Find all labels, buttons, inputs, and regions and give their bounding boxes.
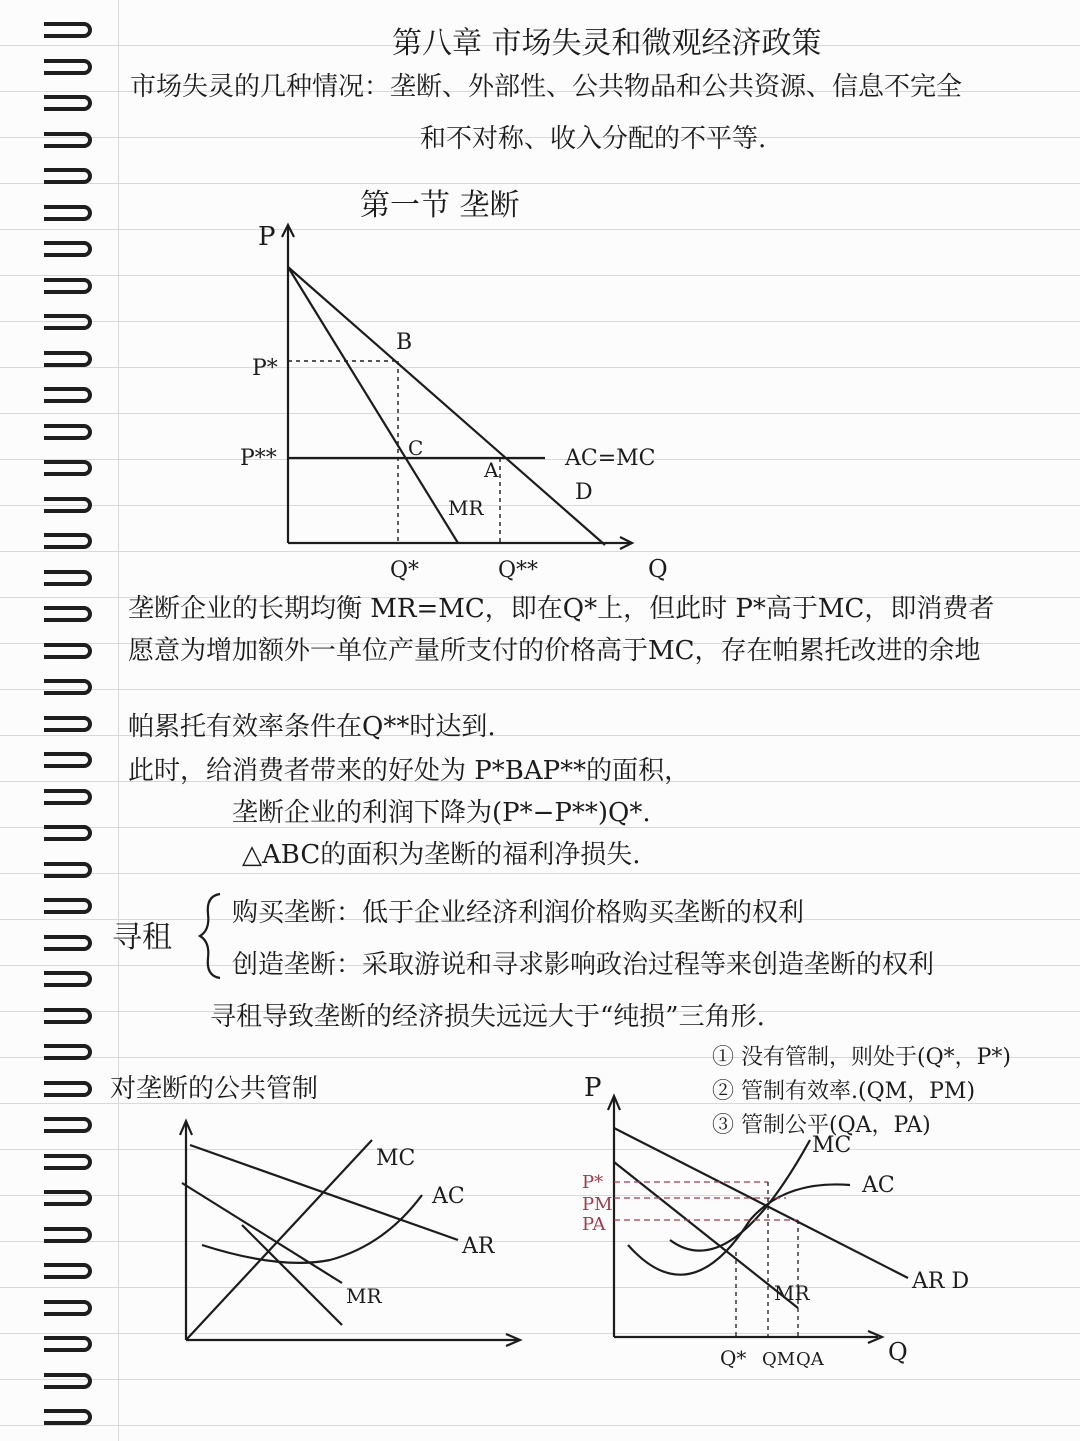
regulation-graph-right xyxy=(570,1070,990,1380)
p-2star-label: P** xyxy=(240,446,277,471)
p-axis-label: P xyxy=(258,222,276,252)
ac-label: AC xyxy=(432,1184,465,1209)
binding-ring xyxy=(44,606,92,622)
para2-line3: 垄断企业的利润下降为(P*−P**)Q*. xyxy=(232,798,651,828)
binding-ring xyxy=(44,1008,92,1024)
binding-ring xyxy=(44,679,92,695)
q-2star-label: Q** xyxy=(498,558,539,583)
p-axis-label: P xyxy=(584,1073,602,1103)
binding-ring xyxy=(44,1409,92,1425)
para2-line1: 帕累托有效率条件在Q**时达到. xyxy=(128,712,496,742)
binding-ring xyxy=(44,241,92,257)
binding-ring xyxy=(44,387,92,403)
para2-line4: △ABC的面积为垄断的福利净损失. xyxy=(242,840,641,870)
binding-ring xyxy=(44,1300,92,1316)
binding-ring xyxy=(44,168,92,184)
regulation-note-2: ② 管制有效率.(QM，PM) xyxy=(712,1079,976,1104)
binding-ring xyxy=(44,643,92,659)
ar-label: AR xyxy=(462,1234,495,1259)
binding-ring xyxy=(44,1227,92,1243)
q-star-label: Q* xyxy=(390,558,420,583)
monopoly-graph xyxy=(230,215,690,585)
binding-ring xyxy=(44,825,92,841)
binding-ring xyxy=(44,862,92,878)
brace-icon xyxy=(196,890,226,982)
regulation-graph-left xyxy=(160,1115,530,1350)
mr-label: MR xyxy=(448,496,484,520)
demand-label: D xyxy=(575,480,593,505)
q-m-label: QM xyxy=(762,1349,796,1370)
mc-label: MC xyxy=(812,1133,852,1158)
binding-ring xyxy=(44,971,92,987)
q-a-label: QA xyxy=(796,1349,824,1370)
para2-line2: 此时，给消费者带来的好处为 P*BAP**的面积， xyxy=(128,756,691,786)
binding-ring xyxy=(44,278,92,294)
binding-ring xyxy=(44,132,92,148)
mc-label: MC xyxy=(376,1146,416,1171)
binding-ring xyxy=(44,22,92,38)
regulation-title: 对垄断的公共管制 xyxy=(110,1074,319,1104)
mr-label: MR xyxy=(346,1284,382,1308)
binding-ring xyxy=(44,1190,92,1206)
binding-ring xyxy=(44,59,92,75)
binding-ring xyxy=(44,898,92,914)
binding-ring xyxy=(44,205,92,221)
binding-ring xyxy=(44,497,92,513)
rent-item-1: 购买垄断：低于企业经济利润价格购买垄断的权利 xyxy=(232,898,805,928)
binding-ring xyxy=(44,1081,92,1097)
para1-line2: 愿意为增加额外一单位产量所支付的价格高于MC，存在帕累托改进的余地 xyxy=(128,636,981,666)
binding-ring xyxy=(44,533,92,549)
binding-ring xyxy=(44,1373,92,1389)
binding-ring xyxy=(44,716,92,732)
mc-curve xyxy=(186,1140,372,1340)
margin-line xyxy=(118,0,119,1441)
binding-ring xyxy=(44,570,92,586)
regulation-note-3: ③ 管制公平(QA，PA) xyxy=(712,1113,931,1138)
p-a-label: PA xyxy=(582,1214,606,1235)
binding-ring xyxy=(44,1154,92,1170)
binding-ring xyxy=(44,935,92,951)
mr-curve xyxy=(614,1162,798,1308)
p-m-label: PM xyxy=(582,1194,613,1215)
ar-d-curve xyxy=(614,1128,908,1278)
rent-seeking-label: 寻租 xyxy=(112,920,172,955)
binding-ring xyxy=(44,95,92,111)
binding-ring xyxy=(44,424,92,440)
demand-curve xyxy=(288,267,605,545)
rent-item-2: 创造垄断：采取游说和寻求影响政治过程等来创造垄断的权利 xyxy=(232,950,935,980)
point-c: C xyxy=(408,436,424,460)
binding-ring xyxy=(44,1336,92,1352)
ac-label: AC xyxy=(862,1173,895,1198)
binding-ring xyxy=(44,460,92,476)
binding-ring xyxy=(44,314,92,330)
point-a: A xyxy=(484,458,499,482)
q-axis-label: Q xyxy=(888,1338,908,1366)
binding-ring xyxy=(44,351,92,367)
section-title: 第一节 垄断 xyxy=(360,188,520,223)
binding-ring xyxy=(44,789,92,805)
spiral-binding xyxy=(0,0,95,1441)
mr-curve xyxy=(288,267,458,543)
point-b: B xyxy=(396,330,413,355)
binding-ring xyxy=(44,752,92,768)
para1-line1: 垄断企业的长期均衡 MR=MC，即在Q*上，但此时 P*高于MC，即消费者 xyxy=(128,594,995,624)
p-star-label: P* xyxy=(582,1172,604,1193)
intro-line-1: 市场失灵的几种情况：垄断、外部性、公共物品和公共资源、信息不完全 xyxy=(130,72,963,102)
regulation-note-1: ① 没有管制，则处于(Q*，P*) xyxy=(712,1045,1011,1070)
chapter-title: 第八章 市场失灵和微观经济政策 xyxy=(392,26,822,61)
intro-line-2: 和不对称、收入分配的不平等. xyxy=(420,124,767,154)
mr-label: MR xyxy=(774,1281,810,1305)
rent-summary: 寻租导致垄断的经济损失远远大于“纯损”三角形. xyxy=(210,1002,765,1032)
q-star-label: Q* xyxy=(720,1346,747,1370)
ard-label: AR D xyxy=(912,1269,970,1294)
ac-mc-label: AC=MC xyxy=(565,446,656,471)
binding-ring xyxy=(44,1117,92,1133)
mr-curve-lower xyxy=(242,1225,342,1325)
q-axis-label: Q xyxy=(648,555,668,583)
binding-ring xyxy=(44,1044,92,1060)
binding-ring xyxy=(44,1263,92,1279)
p-star-label: P* xyxy=(252,356,278,381)
